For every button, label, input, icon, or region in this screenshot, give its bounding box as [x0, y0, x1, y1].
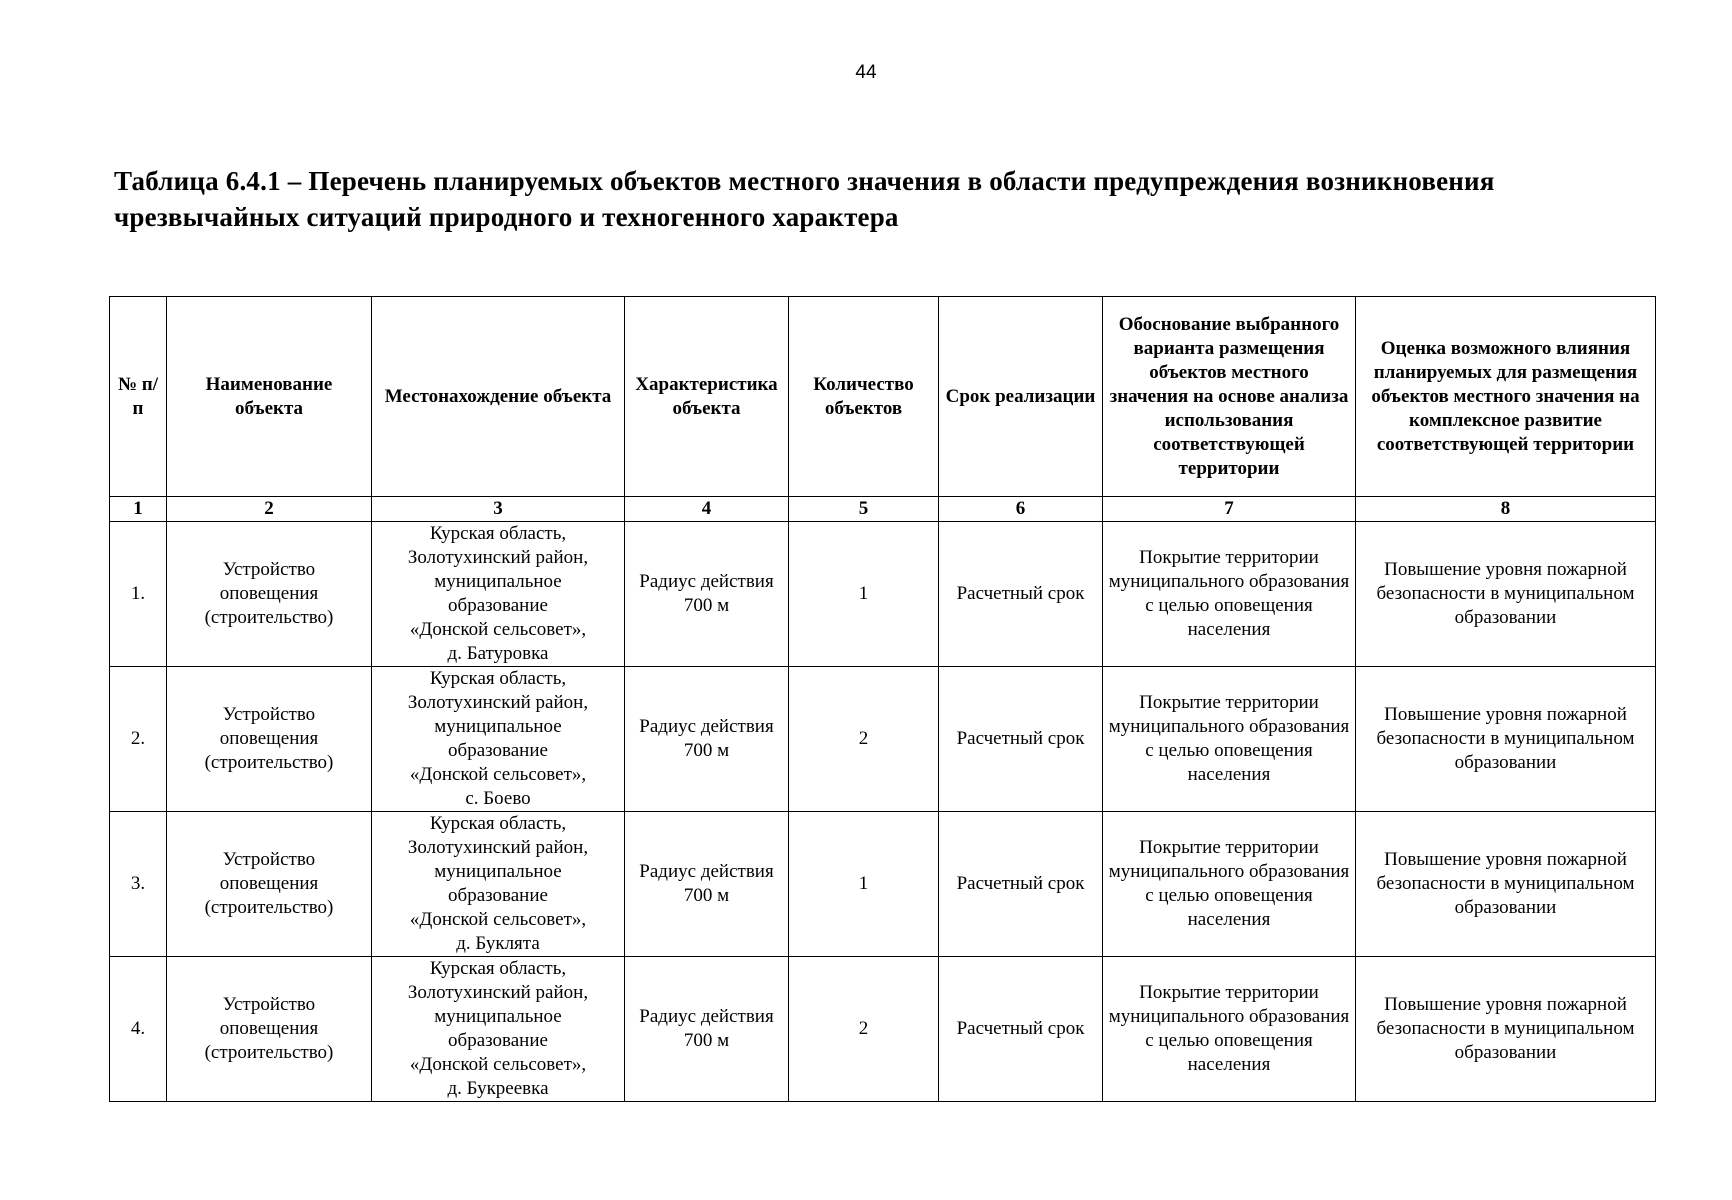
object-name-cell: Устройство оповещения (строительство)	[167, 667, 372, 812]
object-name-cell: Устройство оповещения (строительство)	[167, 522, 372, 667]
location-line: Золотухинский район,	[407, 547, 589, 568]
header-cell: Наименование объекта	[167, 297, 372, 497]
location-line: муниципальное	[434, 861, 562, 882]
table-row	[110, 957, 1656, 1102]
characteristic-cell: Радиус действия 700 м	[625, 812, 789, 957]
count-cell: 2	[789, 957, 939, 1102]
assessment-cell: Повышение уровня пожарной безопасности в муниципальном образовании	[1356, 957, 1656, 1102]
row-number-cell: 2.	[110, 667, 167, 812]
location-line: образование	[448, 595, 548, 616]
planned-objects-table	[109, 296, 1656, 1102]
characteristic-cell: Радиус действия 700 м	[625, 667, 789, 812]
characteristic-cell: Радиус действия 700 м	[625, 957, 789, 1102]
location-cell	[372, 667, 625, 812]
location-cell	[372, 957, 625, 1102]
table-row	[110, 812, 1656, 957]
location-line: д. Букреевка	[447, 1078, 549, 1099]
header-cell: Срок реализации	[939, 297, 1103, 497]
object-name-cell: Устройство оповещения (строительство)	[167, 957, 372, 1102]
location-line: «Донской сельсовет»,	[409, 1054, 587, 1075]
location-line: с. Боево	[465, 788, 531, 809]
location-line: образование	[448, 1030, 548, 1051]
term-cell: Расчетный срок	[939, 667, 1103, 812]
header-cell: Оценка возможного влияния планируемых для размещения объектов местного значения на комплексное развитие соответствующей территории	[1356, 297, 1656, 497]
characteristic-cell: Радиус действия 700 м	[625, 522, 789, 667]
location-line: муниципальное	[434, 716, 562, 737]
table-title: Таблица 6.4.1 – Перечень планируемых объектов местного значения в области предупреждения возникновения чрезвычайных ситуаций природного и техногенного характера	[114, 166, 1495, 232]
justification-cell: Покрытие территории муниципального образования с целью оповещения населения	[1103, 812, 1356, 957]
justification-cell: Покрытие территории муниципального образования с целью оповещения населения	[1103, 522, 1356, 667]
assessment-cell: Повышение уровня пожарной безопасности в муниципальном образовании	[1356, 522, 1656, 667]
term-cell: Расчетный срок	[939, 812, 1103, 957]
column-number-cell: 1	[110, 497, 167, 522]
header-cell: № п/п	[110, 297, 167, 497]
count-cell: 1	[789, 522, 939, 667]
location-cell	[372, 522, 625, 667]
location-line: «Донской сельсовет»,	[409, 764, 587, 785]
row-number-cell: 1.	[110, 522, 167, 667]
row-number-cell: 3.	[110, 812, 167, 957]
header-cell: Характеристика объекта	[625, 297, 789, 497]
location-line: Курская область,	[429, 523, 567, 544]
location-line: Золотухинский район,	[407, 692, 589, 713]
column-number-cell: 2	[167, 497, 372, 522]
header-cell: Местонахождение объекта	[372, 297, 625, 497]
column-number-cell: 7	[1103, 497, 1356, 522]
column-number-cell: 6	[939, 497, 1103, 522]
count-cell: 2	[789, 667, 939, 812]
location-line: образование	[448, 740, 548, 761]
justification-cell: Покрытие территории муниципального образования с целью оповещения населения	[1103, 957, 1356, 1102]
column-number-cell: 3	[372, 497, 625, 522]
column-number-row	[110, 497, 1656, 522]
location-line: д. Батуровка	[447, 643, 549, 664]
location-line: образование	[448, 885, 548, 906]
location-line: д. Буклята	[456, 933, 540, 954]
location-line: муниципальное	[434, 1006, 562, 1027]
term-cell: Расчетный срок	[939, 522, 1103, 667]
object-name-cell: Устройство оповещения (строительство)	[167, 812, 372, 957]
row-number-cell: 4.	[110, 957, 167, 1102]
page-number: 44	[855, 62, 877, 83]
location-line: Золотухинский район,	[407, 982, 589, 1003]
location-line: Курская область,	[429, 668, 567, 689]
assessment-cell: Повышение уровня пожарной безопасности в муниципальном образовании	[1356, 812, 1656, 957]
header-cell: Количество объектов	[789, 297, 939, 497]
location-line: муниципальное	[434, 571, 562, 592]
justification-cell: Покрытие территории муниципального образования с целью оповещения населения	[1103, 667, 1356, 812]
header-cell: Обоснование выбранного варианта размещения объектов местного значения на основе анализа использования соответствующей территории	[1103, 297, 1356, 497]
location-line: «Донской сельсовет»,	[409, 619, 587, 640]
table-row	[110, 667, 1656, 812]
assessment-cell: Повышение уровня пожарной безопасности в муниципальном образовании	[1356, 667, 1656, 812]
location-line: Курская область,	[429, 958, 567, 979]
column-number-cell: 8	[1356, 497, 1656, 522]
location-cell	[372, 812, 625, 957]
location-line: «Донской сельсовет»,	[409, 909, 587, 930]
location-line: Курская область,	[429, 813, 567, 834]
location-line: Золотухинский район,	[407, 837, 589, 858]
column-number-cell: 5	[789, 497, 939, 522]
table-header-row	[110, 297, 1656, 497]
table-row	[110, 522, 1656, 667]
term-cell: Расчетный срок	[939, 957, 1103, 1102]
count-cell: 1	[789, 812, 939, 957]
column-number-cell: 4	[625, 497, 789, 522]
